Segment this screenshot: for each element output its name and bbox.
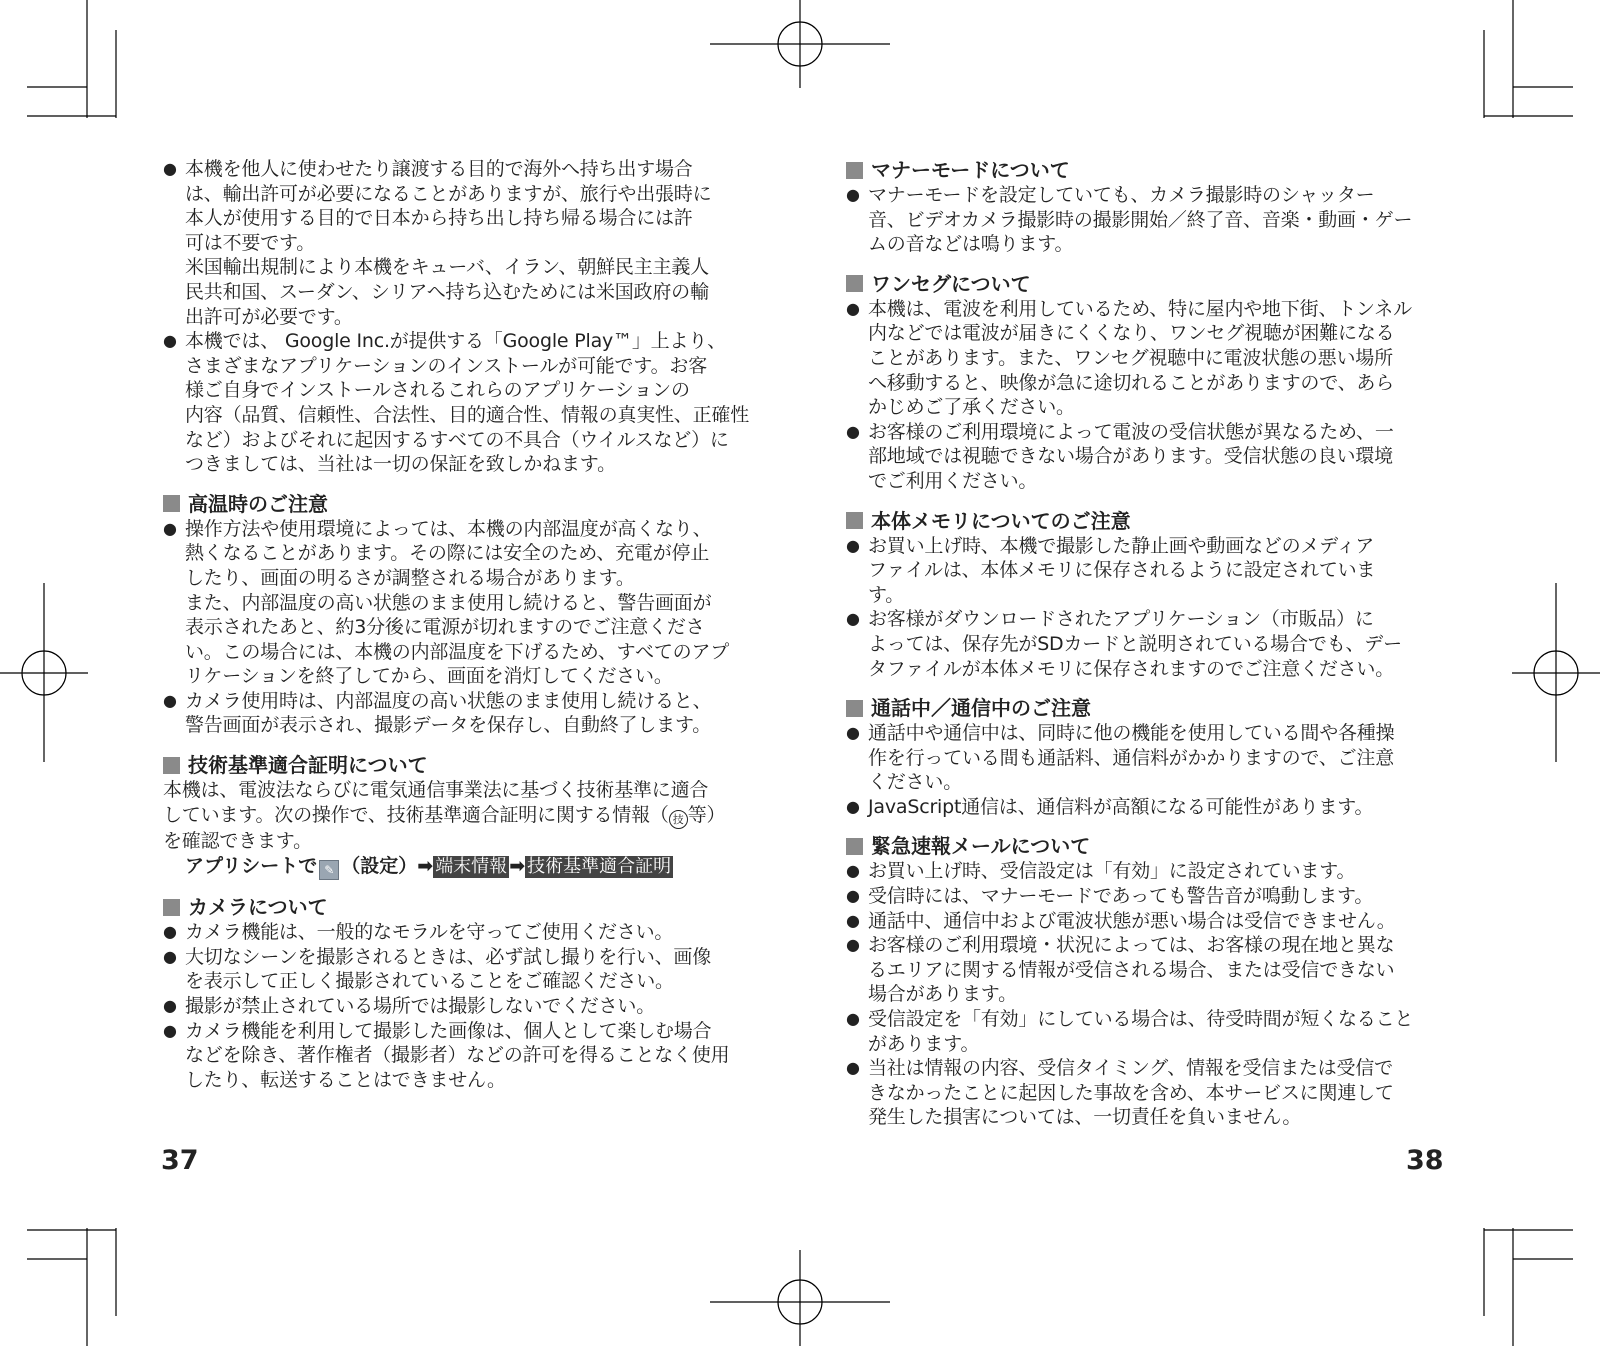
arrow-right-icon: ➡ <box>509 855 526 878</box>
section-heading-call: 通話中／通信中のご注意 <box>846 695 1436 721</box>
page-number-right: 38 <box>1406 1145 1444 1176</box>
section-heading-manner: マナーモードについて <box>846 157 1436 183</box>
bullet-emergency-3: ● 通話中、通信中および電波状態が悪い場合は受信できません。 <box>846 909 1436 934</box>
giteki-mark-icon: 技 <box>669 810 688 829</box>
cert-paragraph: 本機は、電波法ならびに電気通信事業法に基づく技術基準に適合 しています。次の操作で、技術基準適合証明に関する情報（ 技 等） を確認できます。 <box>163 779 726 852</box>
bullet-emergency-6: ● 当社は情報の内容、受信タイミング、情報を受信または受信で きなかったことに起因した事故を含め、本サービスに関連して 発生した損害については、一切責任を負いません。 <box>846 1056 1436 1130</box>
bullet-emergency-4: ● お客様のご利用環境・状況によっては、お客様の現在地と異な るエリアに関する情報が受信される場合、または受信できない 場合があります。 <box>846 933 1436 1007</box>
bullet-heat-2: ● カメラ使用時は、内部温度の高い状態のまま使用し続けると、 警告画面が表示され、撮影データを保存し、自動終了します。 <box>163 689 753 738</box>
left-page-column <box>163 157 753 1092</box>
bullet-memory-1: ● お買い上げ時、本機で撮影した静止画や動画などのメディア ファイルは、本体メモリに保存されるように設定されていま す。 <box>846 534 1436 608</box>
section-heading-emergency: 緊急速報メールについて <box>846 833 1436 859</box>
heading-square-icon <box>163 757 180 774</box>
menu-tag-device-info: 端末情報 <box>435 856 508 878</box>
bullet-export-control: ● 本機を他人に使わせたり譲渡する目的で海外へ持ち出す場合 は、輸出許可が必要になることがありますが、旅行や出張時に 本人が使用する目的で日本から持ち出し持ち帰る場合には許 可は不要です。 米国輸出規制により本機をキューバ、イラン、朝鮮民主主義人 民共和国、スーダン、シリアへ持ち込むためには米国政府の輸 出許可が必要です。 <box>163 157 753 329</box>
arrow-right-icon: ➡ <box>417 855 434 878</box>
heading-square-icon <box>846 512 863 529</box>
bullet-camera-4: ● カメラ機能を利用して撮影した画像は、個人として楽しむ場合 などを除き、著作権者（撮影者）などの許可を得ることなく使用 したり、転送することはできません。 <box>163 1019 753 1093</box>
bullet-heat-1: ● 操作方法や使用環境によっては、本機の内部温度が高くなり、 熱くなることがあります。その際には安全のため、充電が停止 したり、画面の明るさが調整される場合があります。 また、内部温度の高い状態のまま使用し続けると、警告画面が 表示されたあと、約3分後に電源が切れますのでご注意くださ い。この場合には、本機の内部温度を下げるため、すべてのアプ リケーションを終了してから、画面を消灯してください。 <box>163 517 753 689</box>
bullet-camera-3: ● 撮影が禁止されている場所では撮影しないでください。 <box>163 994 753 1019</box>
section-heading-camera: カメラについて <box>163 894 753 920</box>
bullet-oneseg-2: ● お客様のご利用環境によって電波の受信状態が異なるため、一 部地域では視聴できない場合があります。受信状態の良い環境 でご利用ください。 <box>846 420 1436 494</box>
bullet-emergency-1: ● お買い上げ時、受信設定は「有効」に設定されています。 <box>846 859 1436 884</box>
heading-square-icon <box>846 162 863 179</box>
heading-square-icon <box>163 495 180 512</box>
bullet-emergency-2: ● 受信時には、マナーモードであっても警告音が鳴動します。 <box>846 884 1436 909</box>
heading-square-icon <box>846 838 863 855</box>
heading-square-icon <box>846 700 863 717</box>
section-heading-oneseg: ワンセグについて <box>846 271 1436 297</box>
bullet-camera-2: ● 大切なシーンを撮影されるときは、必ず試し撮りを行い、画像 を表示して正しく撮影されていることをご確認ください。 <box>163 945 753 994</box>
bullet-emergency-5: ● 受信設定を「有効」にしている場合は、待受時間が短くなること があります。 <box>846 1007 1436 1056</box>
section-heading-cert: 技術基準適合証明について <box>163 752 753 778</box>
settings-icon: ✎ <box>319 860 339 880</box>
heading-square-icon <box>163 899 180 916</box>
bullet-call-1: ● 通話中や通信中は、同時に他の機能を使用している間や各種操 作を行っている間も通話料、通信料がかかりますので、ご注意 ください。 <box>846 721 1436 795</box>
menu-tag-cert: 技術基準適合証明 <box>527 856 672 878</box>
heading-square-icon <box>846 275 863 292</box>
bullet-call-2: ● JavaScript通信は、通信料が高額になる可能性があります。 <box>846 795 1436 820</box>
page-number-left: 37 <box>161 1145 199 1176</box>
bullet-google-play: ● 本機では、 Google Inc.が提供する「Google Play™」上より、 さまざまなアプリケーションのインストールが可能です。お客 様ご自身でインストールされるこれらのアプリケーションの 内容（品質、信頼性、合法性、目的適合性、情報の真実性、正確性 など）およびそれに起因するすべての不具合（ウイルスなど）に つきましては、当社は一切の保証を致しかねます。 <box>163 329 753 477</box>
bullet-oneseg-1: ● 本機は、電波を利用しているため、特に屋内や地下街、トンネル 内などでは電波が届きにくくなり、ワンセグ視聴が困難になる ことがあります。また、ワンセグ視聴中に電波状態の悪い場所 へ移動すると、映像が急に途切れることがありますので、あら かじめご了承ください。 <box>846 297 1436 420</box>
section-heading-heat: 高温時のご注意 <box>163 491 753 517</box>
bullet-memory-2: ● お客様がダウンロードされたアプリケーション（市販品）に よっては、保存先がSDカードと説明されている場合でも、デー タファイルが本体メモリに保存されますのでご注意ください。 <box>846 607 1436 681</box>
cert-procedure: アプリシートで ✎ （設定）➡ 端末情報 ➡ 技術基準適合証明 <box>163 853 753 880</box>
section-heading-memory: 本体メモリについてのご注意 <box>846 508 1436 534</box>
bullet-manner-1: ● マナーモードを設定していても、カメラ撮影時のシャッター 音、ビデオカメラ撮影時の撮影開始／終了音、音楽・動画・ゲー ムの音などは鳴ります。 <box>846 183 1436 257</box>
bullet-camera-1: ● カメラ機能は、一般的なモラルを守ってご使用ください。 <box>163 920 753 945</box>
right-page-column <box>846 157 1436 1130</box>
